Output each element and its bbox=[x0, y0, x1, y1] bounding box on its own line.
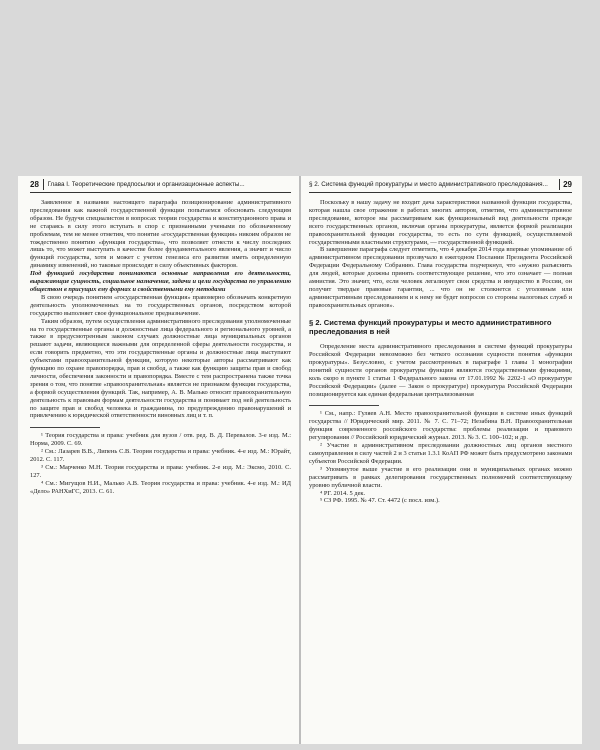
paragraph: Таким образом, путем осуществления административного преследования уполномоченные на то государственные органы и должностные лица федерального и регионального уровней, а также в предусмотренным законом случаях должностные лица муниципальных органов решают задачи, являющиеся важными для определенной сферы деятельности государства, и если говорить предметно, что эти государственные органы и должностные лица выступают субъектами правоохранительной функции, которую некоторые авторы рассматривают как функцию по охране правопорядка, прав и свобод, а также как функцию защиты прав и свобод личности, обеспечения законности и правопорядка. Вместе с тем распространена также точка зрения о том, что понятие «правоохранительная» является не признаком функции государства, а формой осуществления функций. Так, например, А. В. Малько относит правоохранительную деятельность к правовым формам деятельности государства и понимает под ней деятельность по защите прав и свобод человека и гражданина, по предупреждению правонарушений и привлечению к юридической ответственности виновных лиц и т. п. bbox=[30, 317, 291, 420]
left-page-number: 28 bbox=[30, 179, 39, 189]
paragraph: В завершение параграфа следует отметить, что 4 декабря 2014 года впервые упоминание об административном преследовании прозвучало в ежегодном Послании Президента Российской Федерации Федеральному Собранию. Глава государства подчеркнул, что «нужно разъяснить для людей, которые должны принять соответствующее решение, что это означает — полная амнистия. Это значит, что, если человек легализует свои средства и имущество в России, он получит твердые правовые гарантии, ... что он не столкнется с уголовным или административным преследованием и к нему не будет вопросов со стороны налоговых служб и правоохранительных органов». bbox=[309, 246, 572, 309]
section-heading: § 2. Система функций прокуратуры и место административного преследования в ней bbox=[309, 317, 552, 336]
chapter-label: Глава I. bbox=[47, 180, 70, 188]
right-running-head: Система функций прокуратуры и место административного преследования... bbox=[321, 180, 548, 188]
footnote: ³ См.: Марченко М.Н. Теория государства и права: учебник. 2-е изд. М.: Эксмо, 2010. С. 127. bbox=[30, 464, 291, 479]
paragraph: В свою очередь понятием «государственная функция» правомерно обозначать конкретную деятельность уполномоченных на то государственных органов, посредством которой государство выполняет свое функциональное предназначение. bbox=[30, 293, 291, 317]
right-page bbox=[301, 176, 582, 744]
paragraph: Заявленное в названии настоящего параграфа позиционирование административного преследования как важной государственной функции попытаемся обосновать следующим образом. Не будучи специалистом в вопросах теории государства и конституционного права и не стараясь в силу этого вступать в спор с признанными учеными по обозначенному проблемам, тем не менее отметим, что понятие «государственная функция» никоим образом не тождественно понятию «функция государства», что позволяет отнести к числу последних лишь то, что может выступать в качестве более фундаментального явления, а значит и число функций государства, хотя и может с учетом генезиса его развития иметь определенную динамику изменений, но таковые происходят в силу объективных факторов. bbox=[30, 199, 291, 270]
footnote: ⁴ См.: Мигущов Н.И., Малько А.В. Теория государства и права: учебник. 4-е изд. М.: ИД «Дело» РАНХиГС, 2013. С. 61. bbox=[30, 479, 291, 495]
left-body bbox=[30, 199, 291, 496]
footnote: ² Участие в административном преследовании должностных лиц органов местного самоуправления в силу частей 2 и 3 статьи 1.3.1 КоАП РФ может быть предусмотрено законами субъектов Российской Федерации. bbox=[309, 442, 572, 465]
left-running-header bbox=[30, 176, 291, 193]
paragraph bbox=[30, 270, 291, 294]
header-divider bbox=[43, 179, 44, 190]
left-running-head: Теоретические предпосылки и организационные аспекты... bbox=[71, 180, 245, 188]
emphasis-text: Под функцией государства понимаются основные направления его деятельности, выражающие сущность, социальное назначение, задачи и цели государства по управлению обществом в присущих ему формах и свойственными ему методами bbox=[30, 270, 291, 293]
footnote: ⁴ РГ. 2014. 5 дек. bbox=[320, 489, 366, 497]
header-divider bbox=[559, 179, 560, 190]
right-body bbox=[309, 199, 572, 505]
paragraph: Поскольку в нашу задачу не входит дача характеристики названной функции государства, которая нашла свое отражение в работах многих авторов, отметим, что административное преследование, которое мы рассматриваем как функциональный вид деятельности прежде всего государственных органов, включая органы прокуратуры, является формой реализации правоохранительной функции государства, то есть по сути функцией, осуществляемой государственными властными структурами, — государственной функцией. bbox=[309, 199, 572, 246]
section-label: § 2. bbox=[309, 180, 320, 188]
footnote: ² См.: Лазарев В.В., Липень С.В. Теория государства и права: учебник. 4-е изд. М.: Юрайт, 2012. С. 117. bbox=[30, 448, 291, 464]
footnote-rule bbox=[309, 405, 379, 406]
footnote: ¹ См., напр.: Гуляев А.Н. Место правоохранительной функции в системе иных функций государства // Юридический мир. 2011. № 7. С. 71–72; Незабина В.Н. Правоохранительная функция современного российского государства: проблемы реализации и правового регулирования // Российский юридический журнал. 2013. № 3. С. 100–102; и др. bbox=[309, 410, 572, 442]
footnote: ³ Упомянутое выше участие в его реализации они в муниципальных органах можно рассматривать в рамках делегирования государственных полномочий соответствующему уровню публичной власти. bbox=[309, 465, 572, 489]
footnote: ⁵ СЗ РФ. 1995. № 47. Ст. 4472 (с посл. изм.). bbox=[320, 497, 440, 505]
left-page bbox=[18, 176, 299, 744]
paragraph: Определение места административного преследования в системе функций прокуратуры Российской Федерации невозможно без четкого осознания сущности понятия «функции прокуратуры». Безусловно, с учетом рассмотренных в параграфе 1 главы 1 монографии понятий сущности органов прокуратуры функции являются государственными функциями, коль скоро в пункте 1 статьи 1 Федерального закона от 17.01.1992 № 2202-1 «О прокуратуре Российской Федерации» (далее — Закон о прокуратуре) прокуратура Российской Федерации позиционируется как единая федеральная централизованная bbox=[309, 343, 572, 398]
footnote: ¹ Теория государства и права: учебник для вузов / отв. ред. В. Д. Перевалов. 3-е изд. М.: Норма, 2009. С. 69. bbox=[30, 432, 291, 448]
footnote-rule bbox=[30, 427, 100, 428]
right-running-header bbox=[309, 176, 572, 193]
right-page-number: 29 bbox=[563, 179, 572, 189]
